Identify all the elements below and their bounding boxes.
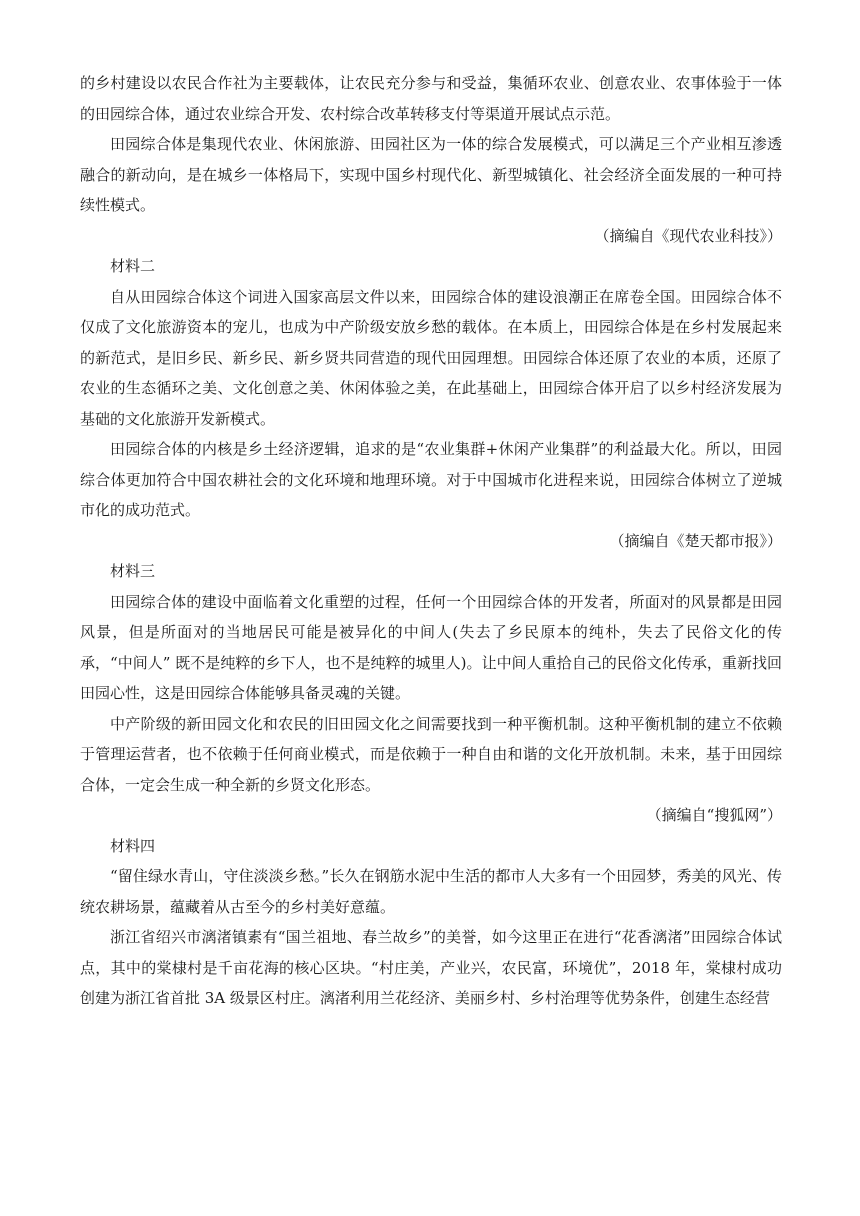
paragraph: 中产阶级的新田园文化和农民的旧田园文化之间需要找到一种平衡机制。这种平衡机制的建立不依赖于管理运营者，也不依赖于任何商业模式，而是依赖于一种自由和谐的文化开放机制。未来，基于田园综合体，一定会生成一种全新的乡贤文化形态。 [80, 714, 782, 794]
document-page [80, 68, 782, 1014]
paragraph-continuation: 的乡村建设以农民合作社为主要载体，让农民充分参与和受益，集循环农业、创意农业、农事体验于一体的田园综合体，通过农业综合开发、农村综合改革转移支付等渠道开展试点示范。 [80, 74, 782, 123]
paragraph: 田园综合体的内核是乡土经济逻辑，追求的是“农业集群+休闲产业集群”的利益最大化。所以，田园综合体更加符合中国农耕社会的文化环境和地理环境。对于中国城市化进程来说，田园综合体树立了逆城市化的成功范式。 [80, 440, 782, 519]
paragraph: 浙江省绍兴市漓渚镇素有“国兰祖地、春兰故乡”的美誉，如今这里正在进行“花香漓渚”田园综合体试点，其中的棠棣村是千亩花海的核心区块。“村庄美，产业兴，农民富，环境优”，2018 年，棠棣村成功创建为浙江省首批 3A 级景区村庄。漓渚利用兰花经济、美丽乡村、乡村治理等优势条件，创建生态经营 [80, 928, 782, 1007]
section-heading-material-4: 材料四 [110, 836, 156, 855]
paragraph: 田园综合体的建设中面临着文化重塑的过程，任何一个田园综合体的开发者，所面对的风景都是田园风景，但是所面对的当地居民可能是被异化的中间人(失去了乡民原本的纯朴，失去了民俗文化的传承，“中间人” 既不是纯粹的乡下人，也不是纯粹的城里人)。让中间人重拾自己的民俗文化传承，重新找回田园心性，这是田园综合体能够具备灵魂的关键。 [80, 592, 782, 702]
paragraph: 自从田园综合体这个词进入国家高层文件以来，田园综合体的建设浪潮正在席卷全国。田园综合体不仅成了文化旅游资本的宠儿，也成为中产阶级安放乡愁的载体。在本质上，田园综合体是在乡村发展起来的新范式，是旧乡民、新乡民、新乡贤共同营造的现代田园理想。田园综合体还原了农业的本质，还原了农业的生态循环之美、文化创意之美、休闲体验之美，在此基础上，田园综合体开启了以乡村经济发展为基础的文化旅游开发新模式。 [80, 287, 782, 428]
paragraph: “留住绿水青山，守住淡淡乡愁。”长久在钢筋水泥中生活的都市人大多有一个田园梦，秀美的风光、传统农耕场景，蕴藏着从古至今的乡村美好意蕴。 [80, 867, 782, 916]
section-heading-material-3: 材料三 [110, 562, 156, 580]
source-citation: （摘编自“搜狐网”） [646, 806, 782, 824]
paragraph: 田园综合体是集现代农业、休闲旅游、田园社区为一体的综合发展模式，可以满足三个产业相互渗透融合的新动向，是在城乡一体格局下，实现中国乡村现代化、新型城镇化、社会经济全面发展的一种可持续性模式。 [80, 135, 782, 214]
section-heading-material-2: 材料二 [110, 257, 156, 275]
source-citation: （摘编自《楚天都市报》） [609, 531, 782, 550]
source-citation: （摘编自《现代农业科技》） [594, 226, 782, 245]
